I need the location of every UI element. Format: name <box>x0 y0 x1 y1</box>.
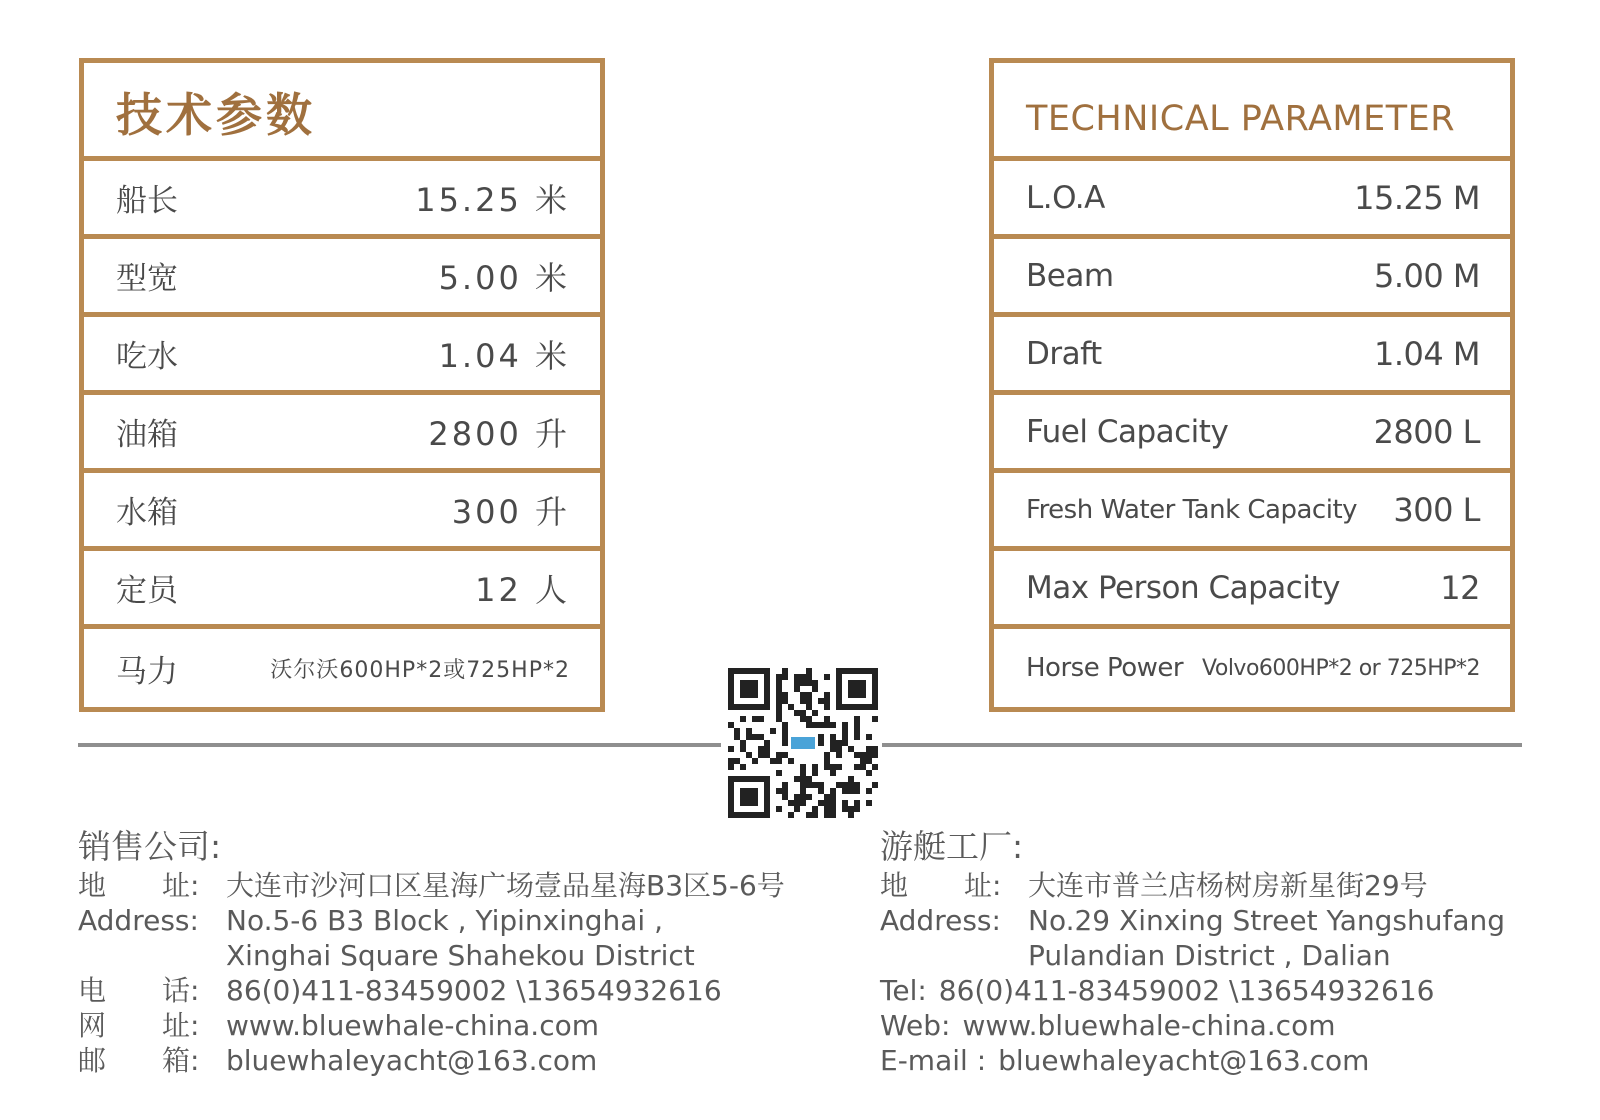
spec-row <box>994 629 1510 707</box>
qr-module <box>740 764 746 770</box>
qr-module <box>848 746 854 752</box>
qr-module <box>776 698 782 704</box>
qr-module <box>842 740 848 746</box>
email-line <box>78 1043 818 1078</box>
spec-row <box>84 317 600 395</box>
spec-label: L.O.A <box>1026 179 1105 216</box>
qr-module <box>830 794 836 800</box>
qr-module <box>806 794 812 800</box>
qr-module <box>860 752 866 758</box>
qr-module <box>758 746 764 752</box>
spec-value: 15.25 米 <box>415 180 570 219</box>
address-key: 地 址: <box>78 869 200 902</box>
web-key: Web: <box>880 1009 951 1042</box>
qr-module <box>782 728 788 734</box>
qr-module <box>842 722 848 728</box>
qr-module <box>830 788 836 794</box>
qr-module <box>818 698 824 704</box>
tel-line <box>880 973 1580 1008</box>
qr-module <box>764 746 770 752</box>
qr-module <box>872 764 878 770</box>
qr-module <box>824 794 830 800</box>
address-cn-line <box>78 868 818 903</box>
qr-module <box>830 770 836 776</box>
qr-module <box>866 734 872 740</box>
qr-module <box>758 734 764 740</box>
qr-module <box>818 782 824 788</box>
qr-module <box>740 740 746 746</box>
email-line <box>880 1043 1580 1078</box>
tel-key: Tel: <box>880 974 927 1007</box>
qr-module <box>830 734 836 740</box>
qr-module <box>842 782 848 788</box>
qr-module <box>824 716 830 722</box>
address-en-line <box>880 903 1580 938</box>
address-en-line <box>78 903 818 938</box>
qr-module <box>812 680 818 686</box>
qr-module <box>872 782 878 788</box>
qr-module <box>824 722 830 728</box>
spec-row <box>84 551 600 629</box>
qr-module <box>800 710 806 716</box>
qr-module <box>800 782 806 788</box>
qr-module <box>824 752 830 758</box>
qr-module <box>854 728 860 734</box>
qr-module <box>824 704 830 710</box>
spec-row <box>84 395 600 473</box>
qr-module <box>728 758 734 764</box>
web-line <box>78 1008 818 1043</box>
spec-table-title: 技术参数 <box>84 63 600 161</box>
qr-module <box>728 764 734 770</box>
spec-label: 吃水 <box>116 339 178 375</box>
qr-module <box>848 806 854 812</box>
qr-module <box>866 800 872 806</box>
qr-module <box>794 794 800 800</box>
qr-module <box>752 758 758 764</box>
qr-module <box>812 722 818 728</box>
qr-module <box>854 800 860 806</box>
qr-module <box>776 692 782 698</box>
qr-module <box>806 674 812 680</box>
address-value: 大连市沙河口区星海广场壹品星海B3区5-6号 <box>226 869 785 902</box>
qr-module <box>806 716 812 722</box>
contact-heading: 游艇工厂: <box>880 827 1024 866</box>
spec-label: 定员 <box>116 573 178 609</box>
qr-module <box>842 788 848 794</box>
factory-contact <box>880 828 1580 1078</box>
qr-module <box>752 734 758 740</box>
qr-module <box>776 710 782 716</box>
qr-module <box>848 788 854 794</box>
email-value: bluewhaleyacht@163.com <box>226 1044 598 1077</box>
qr-module <box>800 788 806 794</box>
spec-label: Fresh Water Tank Capacity <box>1026 494 1358 525</box>
address-value: No.5-6 B3 Block , Yipinxinghai , <box>226 904 664 937</box>
qr-module <box>854 764 860 770</box>
address-en-line-2 <box>880 938 1580 973</box>
qr-module <box>734 758 740 764</box>
qr-module <box>794 776 800 782</box>
contact-heading: 销售公司: <box>78 827 222 866</box>
qr-module <box>812 764 818 770</box>
qr-module <box>818 800 824 806</box>
tel-value: 86(0)411-83459002 \13654932616 <box>226 974 722 1007</box>
qr-module <box>812 812 818 818</box>
qr-code-graphic <box>728 668 878 818</box>
qr-module <box>782 734 788 740</box>
qr-module <box>812 770 818 776</box>
spec-value: 沃尔沃600HP*2或725HP*2 <box>270 657 570 683</box>
spec-value: 5.00 M <box>1373 256 1480 295</box>
qr-module <box>824 674 830 680</box>
qr-module <box>836 746 842 752</box>
qr-module <box>830 800 836 806</box>
web-line <box>880 1008 1580 1043</box>
address-cn-line <box>880 868 1580 903</box>
qr-module <box>830 746 836 752</box>
spec-value: 300 L <box>1393 490 1480 529</box>
divider-right <box>882 743 1522 747</box>
qr-module <box>746 752 752 758</box>
qr-module <box>836 782 842 788</box>
qr-module <box>818 734 824 740</box>
spec-value: 300 升 <box>451 492 570 531</box>
qr-module <box>806 692 812 698</box>
address-value: Pulandian District , Dalian <box>1028 939 1391 972</box>
qr-module <box>806 680 812 686</box>
spec-label: 油箱 <box>116 417 178 453</box>
qr-module <box>836 740 842 746</box>
spec-value: 1.04 米 <box>438 336 570 375</box>
address-key: Address: <box>78 904 199 937</box>
spec-value: 2800 L <box>1373 412 1480 451</box>
qr-module <box>836 764 842 770</box>
qr-module <box>752 716 758 722</box>
qr-module <box>824 800 830 806</box>
qr-module <box>782 740 788 746</box>
qr-module <box>776 704 782 710</box>
qr-module <box>818 740 824 746</box>
qr-module <box>734 734 740 740</box>
qr-module <box>746 734 752 740</box>
qr-module <box>788 704 794 710</box>
spec-row <box>84 161 600 239</box>
qr-module <box>830 722 836 728</box>
qr-module <box>800 674 806 680</box>
qr-module <box>782 692 788 698</box>
qr-module <box>770 728 776 734</box>
qr-module <box>782 668 788 674</box>
qr-module <box>782 782 788 788</box>
tel-value: 86(0)411-83459002 \13654932616 <box>938 974 1435 1007</box>
qr-module <box>848 782 854 788</box>
qr-module <box>794 806 800 812</box>
qr-module <box>740 746 746 752</box>
spec-label: 型宽 <box>116 261 178 297</box>
qr-finder-inner <box>740 788 758 806</box>
qr-module <box>788 812 794 818</box>
qr-module <box>824 698 830 704</box>
qr-module <box>782 698 788 704</box>
blue-whale-logo <box>791 737 815 749</box>
qr-module <box>764 740 770 746</box>
spec-value: 12 人 <box>475 570 570 609</box>
qr-module <box>866 770 872 776</box>
spec-label: 水箱 <box>116 495 178 531</box>
qr-module <box>842 800 848 806</box>
spec-value: 2800 升 <box>428 414 570 453</box>
qr-module <box>794 710 800 716</box>
qr-module <box>788 758 794 764</box>
qr-module <box>848 812 854 818</box>
qr-module <box>800 764 806 770</box>
qr-module <box>776 716 782 722</box>
spec-row <box>994 239 1510 317</box>
qr-module <box>806 776 812 782</box>
qr-finder-inner <box>848 680 866 698</box>
spec-label: 船长 <box>116 183 178 219</box>
qr-module <box>806 704 812 710</box>
qr-module <box>830 764 836 770</box>
qr-module <box>842 734 848 740</box>
qr-module <box>866 788 872 794</box>
address-value: No.29 Xinxing Street Yangshufang <box>1028 904 1506 937</box>
spec-row <box>994 473 1510 551</box>
spec-label: Fuel Capacity <box>1026 413 1229 450</box>
qr-module <box>854 806 860 812</box>
qr-module <box>848 776 854 782</box>
qr-module <box>824 806 830 812</box>
qr-module <box>800 692 806 698</box>
qr-module <box>860 758 866 764</box>
address-en-line-2 <box>78 938 818 973</box>
qr-module <box>872 752 878 758</box>
qr-module <box>812 806 818 812</box>
qr-module <box>830 806 836 812</box>
qr-module <box>806 698 812 704</box>
qr-module <box>782 794 788 800</box>
spec-row <box>994 161 1510 239</box>
qr-module <box>866 758 872 764</box>
qr-module <box>806 668 812 674</box>
qr-module <box>824 764 830 770</box>
qr-module <box>830 812 836 818</box>
qr-module <box>776 770 782 776</box>
spec-value: 5.00 米 <box>438 258 570 297</box>
qr-module <box>794 800 800 806</box>
spec-table-en <box>989 58 1515 712</box>
qr-module <box>818 788 824 794</box>
qr-module <box>806 812 812 818</box>
spec-row <box>994 395 1510 473</box>
qr-module <box>776 686 782 692</box>
qr-code-icon <box>728 668 878 818</box>
qr-module <box>776 752 782 758</box>
qr-module <box>866 746 872 752</box>
qr-module <box>866 752 872 758</box>
qr-module <box>776 788 782 794</box>
qr-module <box>800 800 806 806</box>
qr-module <box>800 716 806 722</box>
spec-label: Draft <box>1026 335 1102 372</box>
spec-value: 12 <box>1440 568 1480 607</box>
qr-module <box>872 716 878 722</box>
qr-module <box>782 752 788 758</box>
web-value: www.bluewhale-china.com <box>962 1009 1336 1042</box>
email-key: E-mail : <box>880 1044 987 1077</box>
qr-module <box>854 782 860 788</box>
qr-module <box>776 674 782 680</box>
qr-module <box>776 806 782 812</box>
web-value: www.bluewhale-china.com <box>226 1009 599 1042</box>
qr-module <box>854 734 860 740</box>
qr-module <box>800 776 806 782</box>
spec-row <box>994 551 1510 629</box>
qr-module <box>824 758 830 764</box>
spec-label: Beam <box>1026 257 1114 294</box>
spec-value: 15.25 M <box>1354 178 1480 217</box>
qr-module <box>758 716 764 722</box>
email-value: bluewhaleyacht@163.com <box>998 1044 1370 1077</box>
qr-module <box>812 782 818 788</box>
qr-module <box>794 674 800 680</box>
spec-label: Horse Power <box>1026 653 1184 683</box>
qr-module <box>782 788 788 794</box>
qr-module <box>824 812 830 818</box>
qr-module <box>770 758 776 764</box>
qr-module <box>830 740 836 746</box>
qr-finder-inner <box>740 680 758 698</box>
spec-table-cn <box>79 58 605 712</box>
qr-module <box>800 770 806 776</box>
qr-module <box>800 680 806 686</box>
qr-module <box>788 800 794 806</box>
qr-module <box>854 788 860 794</box>
qr-module <box>782 674 788 680</box>
qr-module <box>794 686 800 692</box>
qr-module <box>800 698 806 704</box>
tel-line <box>78 973 818 1008</box>
qr-module <box>782 722 788 728</box>
qr-module <box>854 716 860 722</box>
address-value: Xinghai Square Shahekou District <box>226 939 695 972</box>
tel-key: 电 话: <box>78 974 200 1007</box>
spec-table-title: TECHNICAL PARAMETER <box>994 63 1510 161</box>
qr-module <box>794 680 800 686</box>
address-key: Address: <box>880 904 1001 937</box>
spec-label: 马力 <box>116 653 178 690</box>
divider-left <box>78 743 721 747</box>
qr-module <box>806 782 812 788</box>
qr-module <box>860 764 866 770</box>
spec-row <box>84 629 600 707</box>
address-value: 大连市普兰店杨树房新星街29号 <box>1028 869 1428 902</box>
qr-module <box>800 794 806 800</box>
spec-value: Volvo600HP*2 or 725HP*2 <box>1202 655 1480 681</box>
qr-module <box>842 806 848 812</box>
qr-module <box>842 728 848 734</box>
web-key: 网 址: <box>78 1009 200 1042</box>
qr-module <box>806 722 812 728</box>
qr-module <box>758 752 764 758</box>
spec-row <box>994 317 1510 395</box>
sales-contact <box>78 828 818 1078</box>
qr-module <box>776 758 782 764</box>
spec-value: 1.04 M <box>1373 334 1480 373</box>
qr-module <box>836 752 842 758</box>
qr-module <box>812 710 818 716</box>
qr-module <box>872 746 878 752</box>
qr-module <box>728 746 734 752</box>
spec-label: Max Person Capacity <box>1026 569 1340 606</box>
qr-module <box>734 728 740 734</box>
qr-module <box>854 722 860 728</box>
qr-module <box>740 716 746 722</box>
spec-row <box>84 473 600 551</box>
qr-module <box>812 686 818 692</box>
qr-module <box>824 692 830 698</box>
qr-module <box>728 722 734 728</box>
qr-module <box>776 680 782 686</box>
qr-module <box>746 728 752 734</box>
spec-row <box>84 239 600 317</box>
qr-module <box>854 752 860 758</box>
qr-module <box>764 752 770 758</box>
address-key: 地 址: <box>880 869 1002 902</box>
email-key: 邮 箱: <box>78 1044 200 1077</box>
qr-module <box>818 722 824 728</box>
